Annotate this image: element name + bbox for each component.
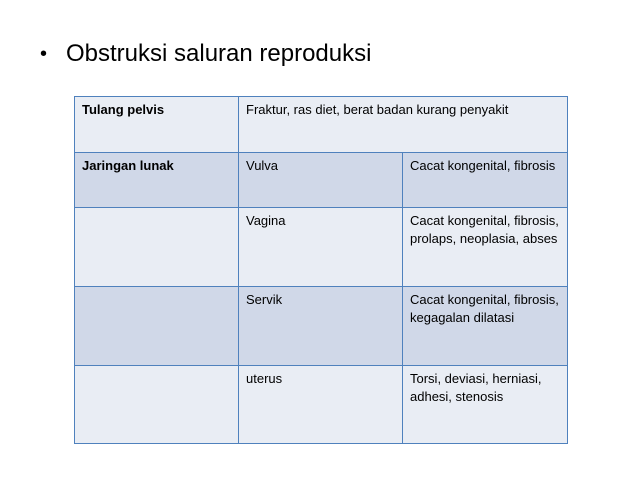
table-cell-organ: Servik: [239, 287, 403, 366]
table-cell-category: [75, 287, 239, 366]
table-cell-cause: Cacat kongenital, fibrosis: [403, 153, 568, 208]
table-cell-category: [75, 366, 239, 444]
table-row: [75, 366, 568, 444]
obstruction-table: [74, 96, 568, 444]
table-cell-description: Fraktur, ras diet, berat badan kurang penyakit: [239, 97, 568, 153]
table-row: [75, 153, 568, 208]
table-row: [75, 97, 568, 153]
table-cell-category: Tulang pelvis: [75, 97, 239, 153]
table-row: [75, 208, 568, 287]
table-cell-organ: uterus: [239, 366, 403, 444]
table-row: [75, 287, 568, 366]
table-cell-cause: Torsi, deviasi, herniasi, adhesi, stenosis: [403, 366, 568, 444]
bullet-icon: •: [40, 43, 48, 65]
title-text: Obstruksi saluran reproduksi: [66, 40, 372, 67]
table-cell-cause: Cacat kongenital, fibrosis, kegagalan dilatasi: [403, 287, 568, 366]
table-cell-organ: Vagina: [239, 208, 403, 287]
table-cell-cause: Cacat kongenital, fibrosis, prolaps, neoplasia, abses: [403, 208, 568, 287]
slide-title: [40, 34, 371, 74]
table-cell-category: [75, 208, 239, 287]
table-cell-category: Jaringan lunak: [75, 153, 239, 208]
table-cell-organ: Vulva: [239, 153, 403, 208]
